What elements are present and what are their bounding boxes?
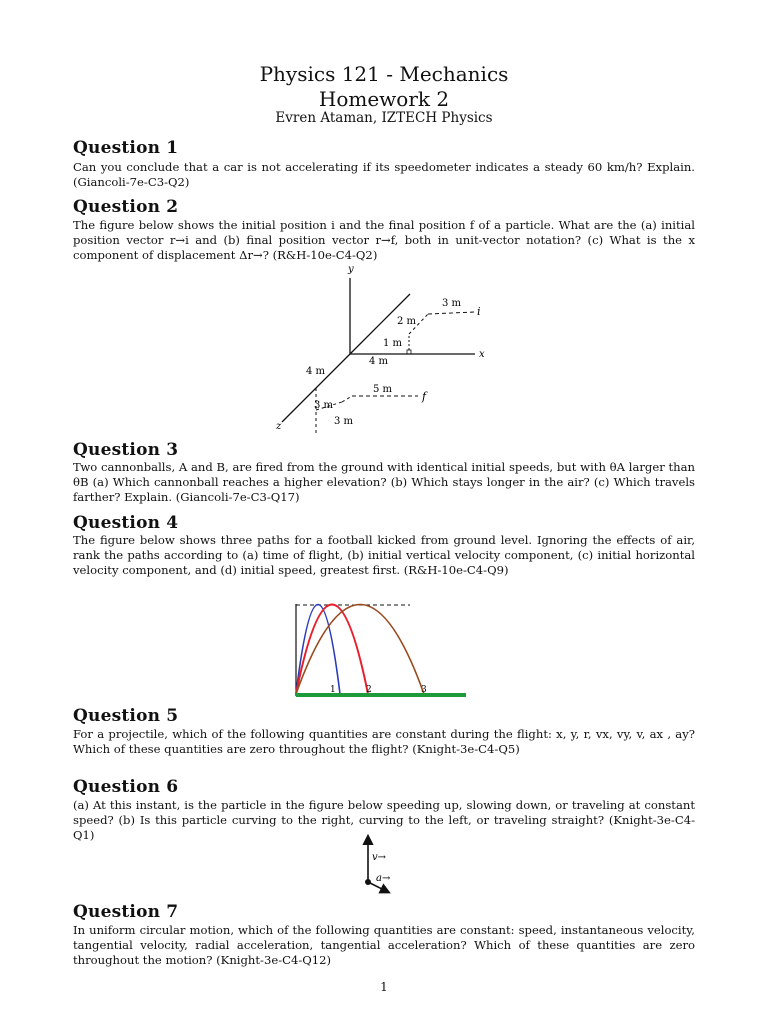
question-7-heading: Question 7 [73,902,179,922]
dim-label: 4 m [369,356,389,367]
x-axis-label: x [479,349,485,360]
question-4-heading: Question 4 [73,513,179,533]
path-2-curve [296,605,368,695]
y-axis-label: y [348,264,354,275]
z-axis-label: z [276,421,282,432]
particle-dot [365,879,371,885]
question-3-text: Two cannonballs, A and B, are fired from the ground with identical initial speeds, but with θA larger than θB (a) Which cannonball reaches a higher elevation? (b) Which stays longer in the air? (c) Which travels farther? Explain. (Giancoli-7e-C3-Q17) [73,460,695,504]
ground-strip [296,693,466,697]
homework-title: Homework 2 [318,87,450,111]
dim-label: 1 m [383,338,403,349]
dash-back [342,396,352,402]
final-point-label: f [422,390,427,403]
dim-label: 4 m [306,366,326,377]
path-label: 2 [366,685,372,695]
question-1-heading: Question 1 [73,138,179,158]
path-label: 3 [421,685,427,695]
dim-label: 3 m [442,298,462,309]
dim-label: 5 m [373,384,393,395]
question-3-heading: Question 3 [73,440,179,460]
question-6-text: (a) At this instant, is the particle in the figure below speeding up, slowing down, or traveling at constant speed? (b) Is this particle curving to the right, curving to the left, or traveling straight? (Knight-3e-C4-Q1) [73,798,695,842]
question-5-text: For a projectile, which of the following quantities are constant during the flight: x, y, r, vx, vy, v, ax , ay? Which of these quantities are zero throughout the flight? (Knight-3e-C4-Q5) [73,727,695,756]
question-2-heading: Question 2 [73,197,179,217]
dim-label: 3 m [314,400,334,411]
page-number: 1 [380,980,388,994]
question-4-text: The figure below shows three paths for a football kicked from ground level. Ignoring the effects of air, rank the paths according to (a) time of flight, (b) initial vertical velocity component, (c) initial horizontal velocity component, and (d) initial speed, greatest first. (R&H-10e-C4-Q9) [73,533,695,577]
dim-label: 2 m [397,316,417,327]
particle-figure [352,830,412,898]
dash-right-3m [428,312,475,314]
football-paths-figure [290,586,470,702]
question-7-text: In uniform circular motion, which of the following quantities are constant: speed, instantaneous velocity, tangential velocity, radial acceleration, tangential acceleration? Which of these quantities are zero throughout the motion? (Knight-3e-C4-Q12) [73,923,695,967]
dim-label: 3 m [334,416,354,427]
question-5-heading: Question 5 [73,706,179,726]
author-line: Evren Ataman, IZTECH Physics [275,110,493,126]
question-2-text: The figure below shows the initial position i and the final position f of a particle. What are the (a) initial position vector r→i and (b) final position vector r→f, both in unit-vector notation? (c) What is the x component of displacement Δr→? (R&H-10e-C4-Q2) [73,218,695,262]
velocity-label: v→ [372,852,387,863]
acceleration-label: a→ [376,873,391,884]
course-title: Physics 121 - Mechanics [259,62,509,86]
position-vectors-figure [270,262,500,438]
path-label: 1 [330,685,336,695]
initial-point-label: i [477,305,481,318]
question-6-heading: Question 6 [73,777,179,797]
path-3-curve [296,605,424,695]
question-1-text: Can you conclude that a car is not accelerating if its speedometer indicates a steady 60 km/h? Explain.(Giancoli-7e-C3-Q2) [73,160,695,189]
